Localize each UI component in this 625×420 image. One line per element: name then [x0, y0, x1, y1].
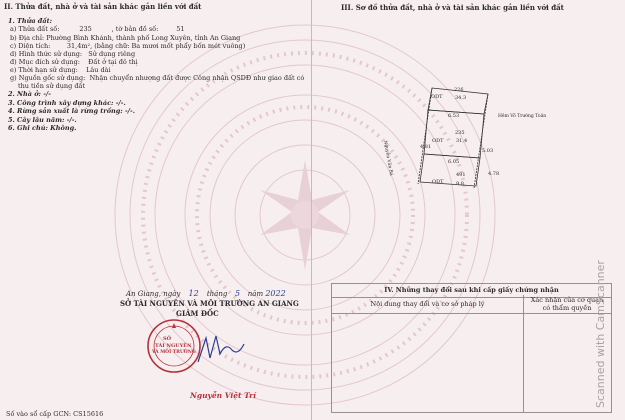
stamp-text-3: VÀ MÔI TRƯỜNG	[152, 350, 196, 355]
signature-mark	[196, 332, 246, 366]
dim-2: 4.81	[420, 144, 432, 150]
changes-col-confirmation-label-1: Xác nhận của cơ quan	[530, 296, 604, 304]
year-label: năm	[247, 290, 264, 298]
street-left: Nguyễn Văn Bá	[382, 140, 394, 177]
usage-origin-cont: thu tiền sử dụng đất	[18, 82, 86, 90]
address: b) Địa chỉ: Phường Bình Khánh, thành phố Long Xuyên, tỉnh An Giang	[10, 34, 241, 42]
parcel-number-label: a) Thửa đất số:	[10, 25, 60, 33]
month: 5	[235, 289, 241, 298]
usage-purpose: đ) Mục đích sử dụng: Đất ở tại đô thị	[10, 58, 138, 66]
parcel-number-row	[10, 25, 200, 33]
perennial-tree-item: 5. Cây lâu năm: -/-.	[8, 116, 77, 124]
changes-col-content-label: Nội dung thay đổi và cơ sở pháp lý	[370, 300, 485, 308]
odt-label-main: ODT	[432, 138, 444, 144]
plot-bottom-area: 9,8	[456, 181, 464, 187]
parcel-sketch	[410, 84, 525, 194]
house-item: 2. Nhà ở: -/-	[8, 90, 51, 98]
odt-label-bottom: ODT	[432, 179, 444, 185]
plot-bottom-number: 491	[456, 172, 466, 178]
dim-5: 4.78	[488, 171, 500, 177]
changes-table-body-separator	[523, 313, 524, 412]
month-label: tháng	[206, 290, 228, 298]
changes-table-title: IV. Những thay đổi sau khi cấp giấy chứng nhận	[332, 286, 611, 298]
odt-label-top: ODT	[431, 94, 443, 100]
usage-origin: g) Nguồn gốc sử dụng: Nhận chuyển nhượng đất được Công nhận QSDĐ như giao đất có	[10, 74, 305, 82]
changes-col-content	[332, 295, 524, 314]
stamp-text-2: TÀI NGUYÊN	[155, 343, 192, 349]
street-right: Hẻm Võ Trường Toản	[498, 114, 547, 119]
plot-main-number: 235	[455, 130, 465, 136]
changes-table	[331, 283, 612, 413]
parcel-heading: 1. Thửa đất:	[8, 17, 52, 25]
map-sheet-label: , tờ bản đồ số:	[111, 25, 159, 33]
dim-4: 5.03	[482, 148, 494, 154]
issuing-agency: SỞ TÀI NGUYÊN VÀ MÔI TRƯỜNG AN GIANG	[120, 299, 299, 308]
stamp-text-1: SỞ	[163, 336, 171, 342]
area: c) Diện tích: 31,4m², (bằng chữ: Ba mươi mốt phẩy bốn mét vuông)	[10, 42, 246, 50]
parcel-number: 235	[79, 25, 92, 33]
page-divider	[311, 0, 312, 420]
plot-top-area: 34,3	[455, 95, 467, 101]
signer-name: Nguyễn Việt Trí	[190, 391, 256, 400]
planted-forest-item: 4. Rừng sản xuất là rừng trồng: -/-.	[8, 107, 136, 115]
dim-1: 6.53	[448, 113, 460, 119]
dim-3: 6.05	[448, 159, 460, 165]
camscanner-watermark: Scanned with CamScanner	[594, 260, 607, 408]
usage-term: e) Thời hạn sử dụng: Lâu dài	[10, 66, 111, 74]
place-date-prefix: An Giang, ngày	[126, 290, 181, 298]
changes-col-confirmation-label-2: có thẩm quyền	[542, 304, 592, 312]
plot-main-area: 31,4	[456, 138, 468, 144]
other-construction-item: 3. Công trình xây dựng khác: -/-.	[8, 99, 126, 107]
map-sheet-number: 51	[176, 25, 185, 33]
plot-top-number: 226	[454, 87, 464, 93]
section-ii-heading: II. Thửa đất, nhà ở và tài sản khác gắn liền với đất	[4, 2, 202, 11]
year: 2022	[265, 289, 286, 298]
day: 12	[188, 289, 199, 298]
section-iii-heading: III. Sơ đồ thửa đất, nhà ở và tài sản khác gắn liền với đất	[341, 3, 564, 12]
usage-form: d) Hình thức sử dụng: Sử dụng riêng	[10, 50, 136, 58]
place-date	[126, 290, 286, 298]
note-item: 6. Ghi chú: Không.	[8, 124, 77, 132]
signer-position: GIÁM ĐỐC	[176, 309, 219, 318]
certificate-register-number: Số vào sổ cấp GCN: CS15616	[6, 410, 104, 418]
